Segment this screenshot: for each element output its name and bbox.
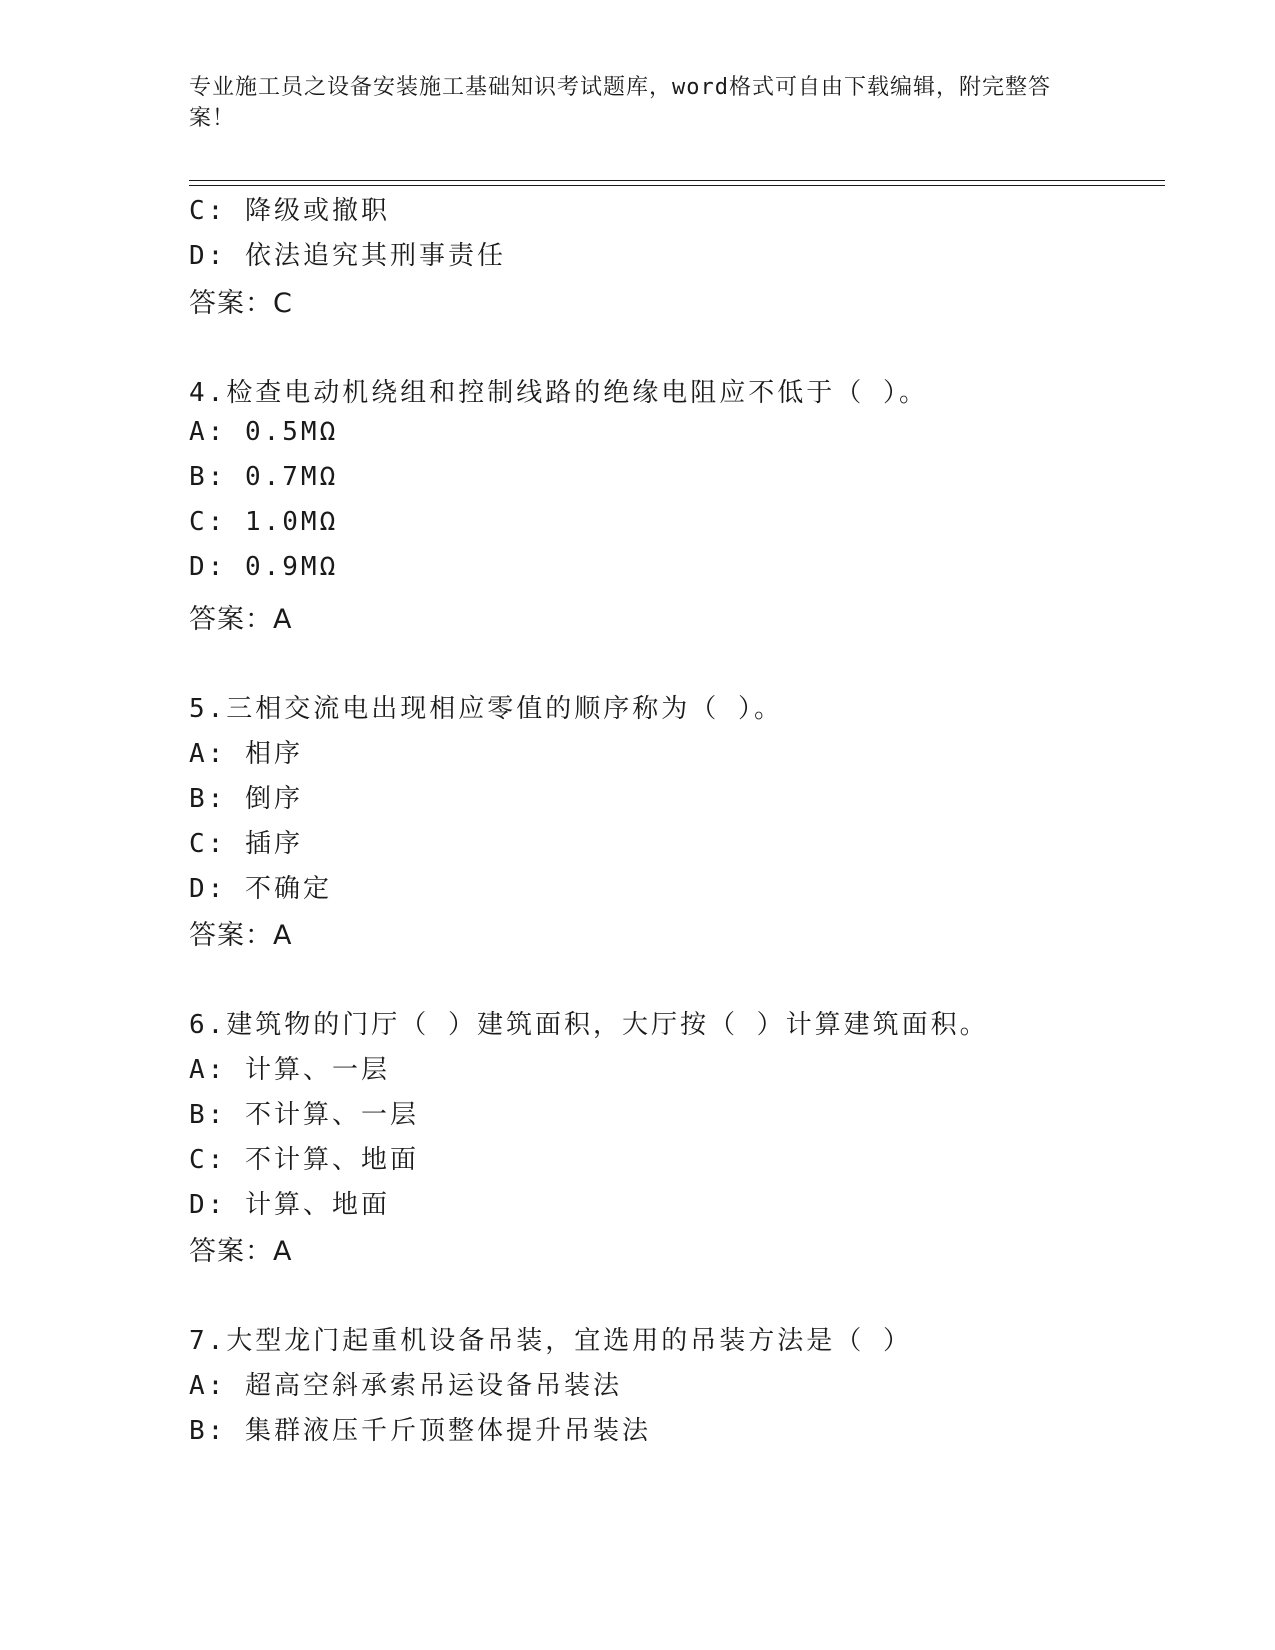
- option-d: D: 不确定: [189, 874, 332, 904]
- answer: 答案：A: [189, 920, 293, 951]
- question-stem: 5.三相交流电出现相应零值的顺序称为（ ）。: [189, 694, 783, 724]
- page-header: 专业施工员之设备安装施工基础知识考试题库，word格式可自由下载编辑，附完整答案！: [189, 75, 1051, 131]
- answer: 答案：A: [189, 604, 293, 635]
- option-c: C: 不计算、地面: [189, 1145, 419, 1175]
- option-b: B: 集群液压千斤顶整体提升吊装法: [189, 1416, 651, 1446]
- option-a: A: 超高空斜承索吊运设备吊装法: [189, 1371, 622, 1401]
- option-a: A: 计算、一层: [189, 1055, 390, 1085]
- option-d: D: 依法追究其刑事责任: [189, 241, 506, 271]
- header-divider-top: [189, 180, 1165, 181]
- answer: 答案：A: [189, 1236, 293, 1267]
- answer: 答案：C: [189, 288, 293, 319]
- option-c: C: 降级或撤职: [189, 196, 390, 226]
- option-a: A: 0.5MΩ: [189, 417, 339, 447]
- option-a: A: 相序: [189, 739, 303, 769]
- question-stem: 4.检查电动机绕组和控制线路的绝缘电阻应不低于（ ）。: [189, 378, 928, 408]
- option-b: B: 0.7MΩ: [189, 462, 339, 492]
- option-d: D: 0.9MΩ: [189, 552, 339, 582]
- option-b: B: 不计算、一层: [189, 1100, 419, 1130]
- option-b: B: 倒序: [189, 784, 303, 814]
- header-divider-bottom: [189, 185, 1165, 186]
- question-stem: 7.大型龙门起重机设备吊装，宜选用的吊装方法是（ ）: [189, 1326, 912, 1356]
- question-stem: 6.建筑物的门厅（ ）建筑面积，大厅按（ ）计算建筑面积。: [189, 1010, 989, 1040]
- option-c: C: 插序: [189, 829, 303, 859]
- option-d: D: 计算、地面: [189, 1190, 390, 1220]
- option-c: C: 1.0MΩ: [189, 507, 339, 537]
